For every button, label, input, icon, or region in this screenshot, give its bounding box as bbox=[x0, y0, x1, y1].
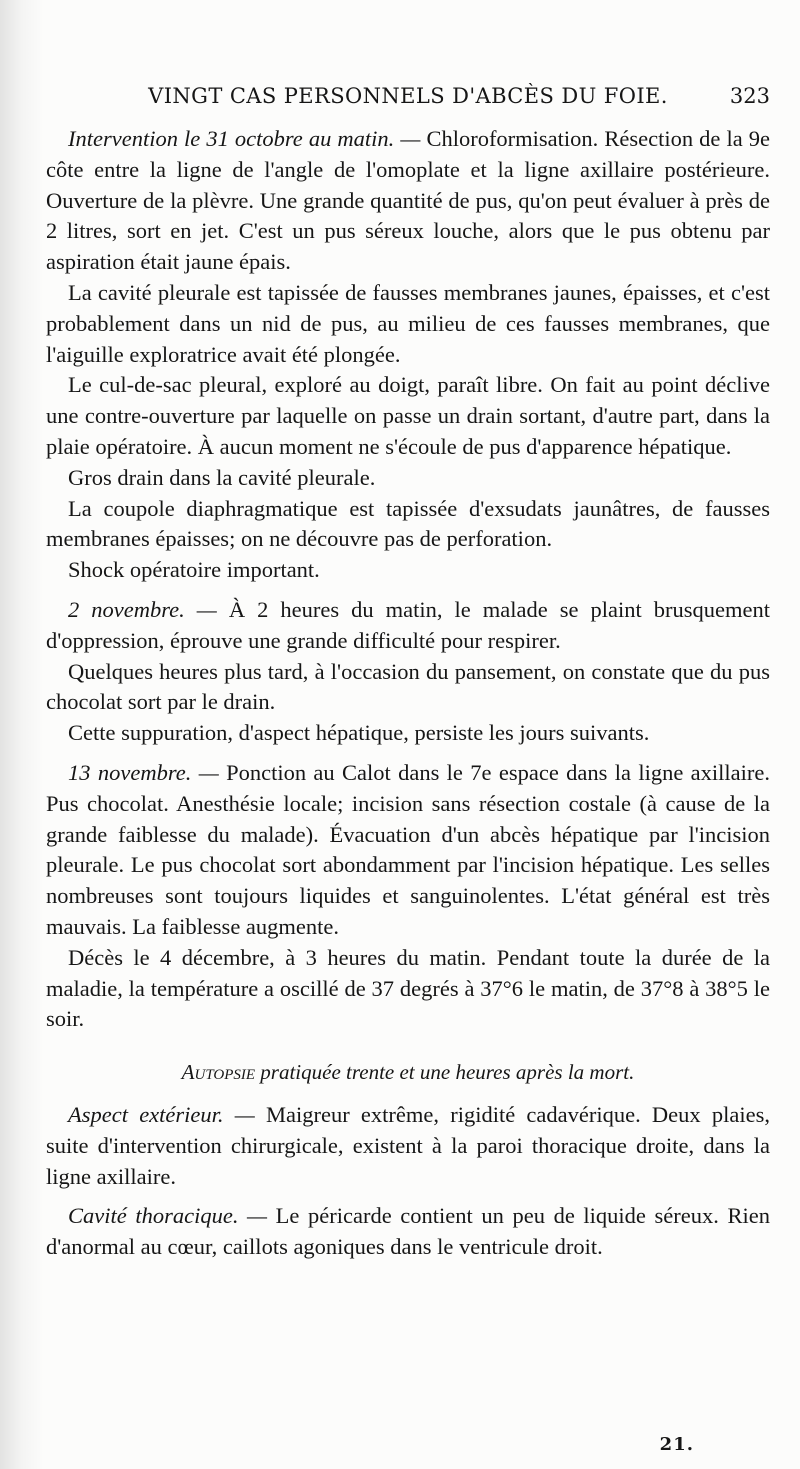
paragraph bbox=[46, 1100, 770, 1192]
paragraph bbox=[46, 758, 770, 943]
paragraph-text: Gros drain dans la cavité pleurale. bbox=[68, 464, 376, 490]
paragraph-text: Décès le 4 décembre, à 3 heures du matin. Pendant toute la durée de la maladie, la température a oscillé de 37 degrés à 37°6 le matin, de 37°8 à 38°5 le soir. bbox=[46, 944, 770, 1032]
paragraph-lead: 13 novembre. — bbox=[68, 759, 219, 785]
paragraph-text: Cette suppuration, d'aspect hépatique, persiste les jours suivants. bbox=[68, 720, 650, 746]
paragraph-lead: 2 novembre. — bbox=[68, 596, 217, 622]
signature-mark: 21. bbox=[659, 1434, 694, 1455]
autopsy-heading bbox=[46, 1057, 770, 1088]
paragraph-text: Le péricarde contient un peu de liquide séreux. Rien d'anormal au cœur, caillots agoniques dans le ventricule droit. bbox=[46, 1203, 770, 1260]
autopsy-heading-lead: Autopsie bbox=[181, 1060, 256, 1085]
paragraph bbox=[46, 494, 770, 556]
page-body bbox=[46, 124, 770, 1263]
paragraph bbox=[46, 555, 770, 586]
running-head: VINGT CAS PERSONNELS D'ABCÈS DU FOIE. bbox=[148, 84, 668, 108]
paragraph-text: Shock opératoire important. bbox=[68, 557, 320, 583]
page-header bbox=[46, 84, 770, 118]
paragraph bbox=[46, 1201, 770, 1263]
paragraph-text: Chloroformisation. Résection de la 9e côte entre la ligne de l'angle de l'omoplate et la ligne axillaire postérieure. Ouverture de la plèvre. Une grande quantité de pus, qu'on peut évaluer à près de 2 litres, sort en jet. C'est un pus séreux louche, alors que le pus obtenu par aspiration était jaune épais. bbox=[46, 126, 770, 275]
paragraph-lead: Intervention le 31 octobre au matin. — bbox=[68, 126, 421, 151]
paragraph-text: La coupole diaphragmatique est tapissée d'exsudats jaunâtres, de fausses membranes épaisses; on ne découvre pas de perforation. bbox=[46, 495, 770, 552]
paragraph-text: Le cul-de-sac pleural, exploré au doigt, paraît libre. On fait au point déclive une contre-ouverture par laquelle on passe un drain sortant, d'autre part, dans la plaie opératoire. À aucun moment ne s'écoule de pus d'apparence hépatique. bbox=[46, 372, 770, 459]
paragraph bbox=[46, 718, 770, 749]
paragraph-lead: Cavité thoracique. — bbox=[68, 1203, 268, 1229]
paragraph-lead: Aspect extérieur. — bbox=[68, 1101, 255, 1127]
paragraph-text: Maigreur extrême, rigidité cadavérique. Deux plaies, suite d'intervention chirurgicale, existent à la paroi thoracique droite, dans la ligne axillaire. bbox=[46, 1101, 770, 1189]
autopsy-findings bbox=[46, 1100, 770, 1263]
paragraph-text: La cavité pleurale est tapissée de fausses membranes jaunes, épaisses, et c'est probablement dans un nid de pus, au milieu de ces fausses membranes, que l'aiguille exploratrice avait été plongée. bbox=[46, 279, 770, 367]
autopsy-heading-rest: pratiquée trente et une heures après la mort. bbox=[255, 1060, 635, 1085]
paragraph-text: À 2 heures du matin, le malade se plaint brusquement d'oppression, éprouve une grande difficulté pour respirer. bbox=[46, 596, 771, 653]
paragraph bbox=[46, 463, 770, 494]
paragraph bbox=[46, 370, 770, 462]
paragraph-text: Quelques heures plus tard, à l'occasion du pansement, on constate que du pus chocolat sort par le drain. bbox=[46, 658, 770, 715]
paragraph bbox=[46, 595, 770, 657]
clinical-course bbox=[46, 124, 770, 1035]
paragraph-text: Ponction au Calot dans le 7e espace dans la ligne axillaire. Pus chocolat. Anesthésie locale; incision sans résection costale (à cause de la grande faiblesse du malade). Évacuation d'un abcès hépatique par l'incision pleurale. Le pus chocolat sort abondamment par l'incision hépatique. Les selles nombreuses sont toujours liquides et sanguinolentes. L'état général est très mauvais. La faiblesse augmente. bbox=[46, 759, 770, 939]
paragraph bbox=[46, 124, 770, 278]
paragraph bbox=[46, 943, 770, 1035]
page-number: 323 bbox=[729, 84, 770, 108]
paragraph bbox=[46, 657, 770, 719]
paragraph bbox=[46, 278, 770, 370]
